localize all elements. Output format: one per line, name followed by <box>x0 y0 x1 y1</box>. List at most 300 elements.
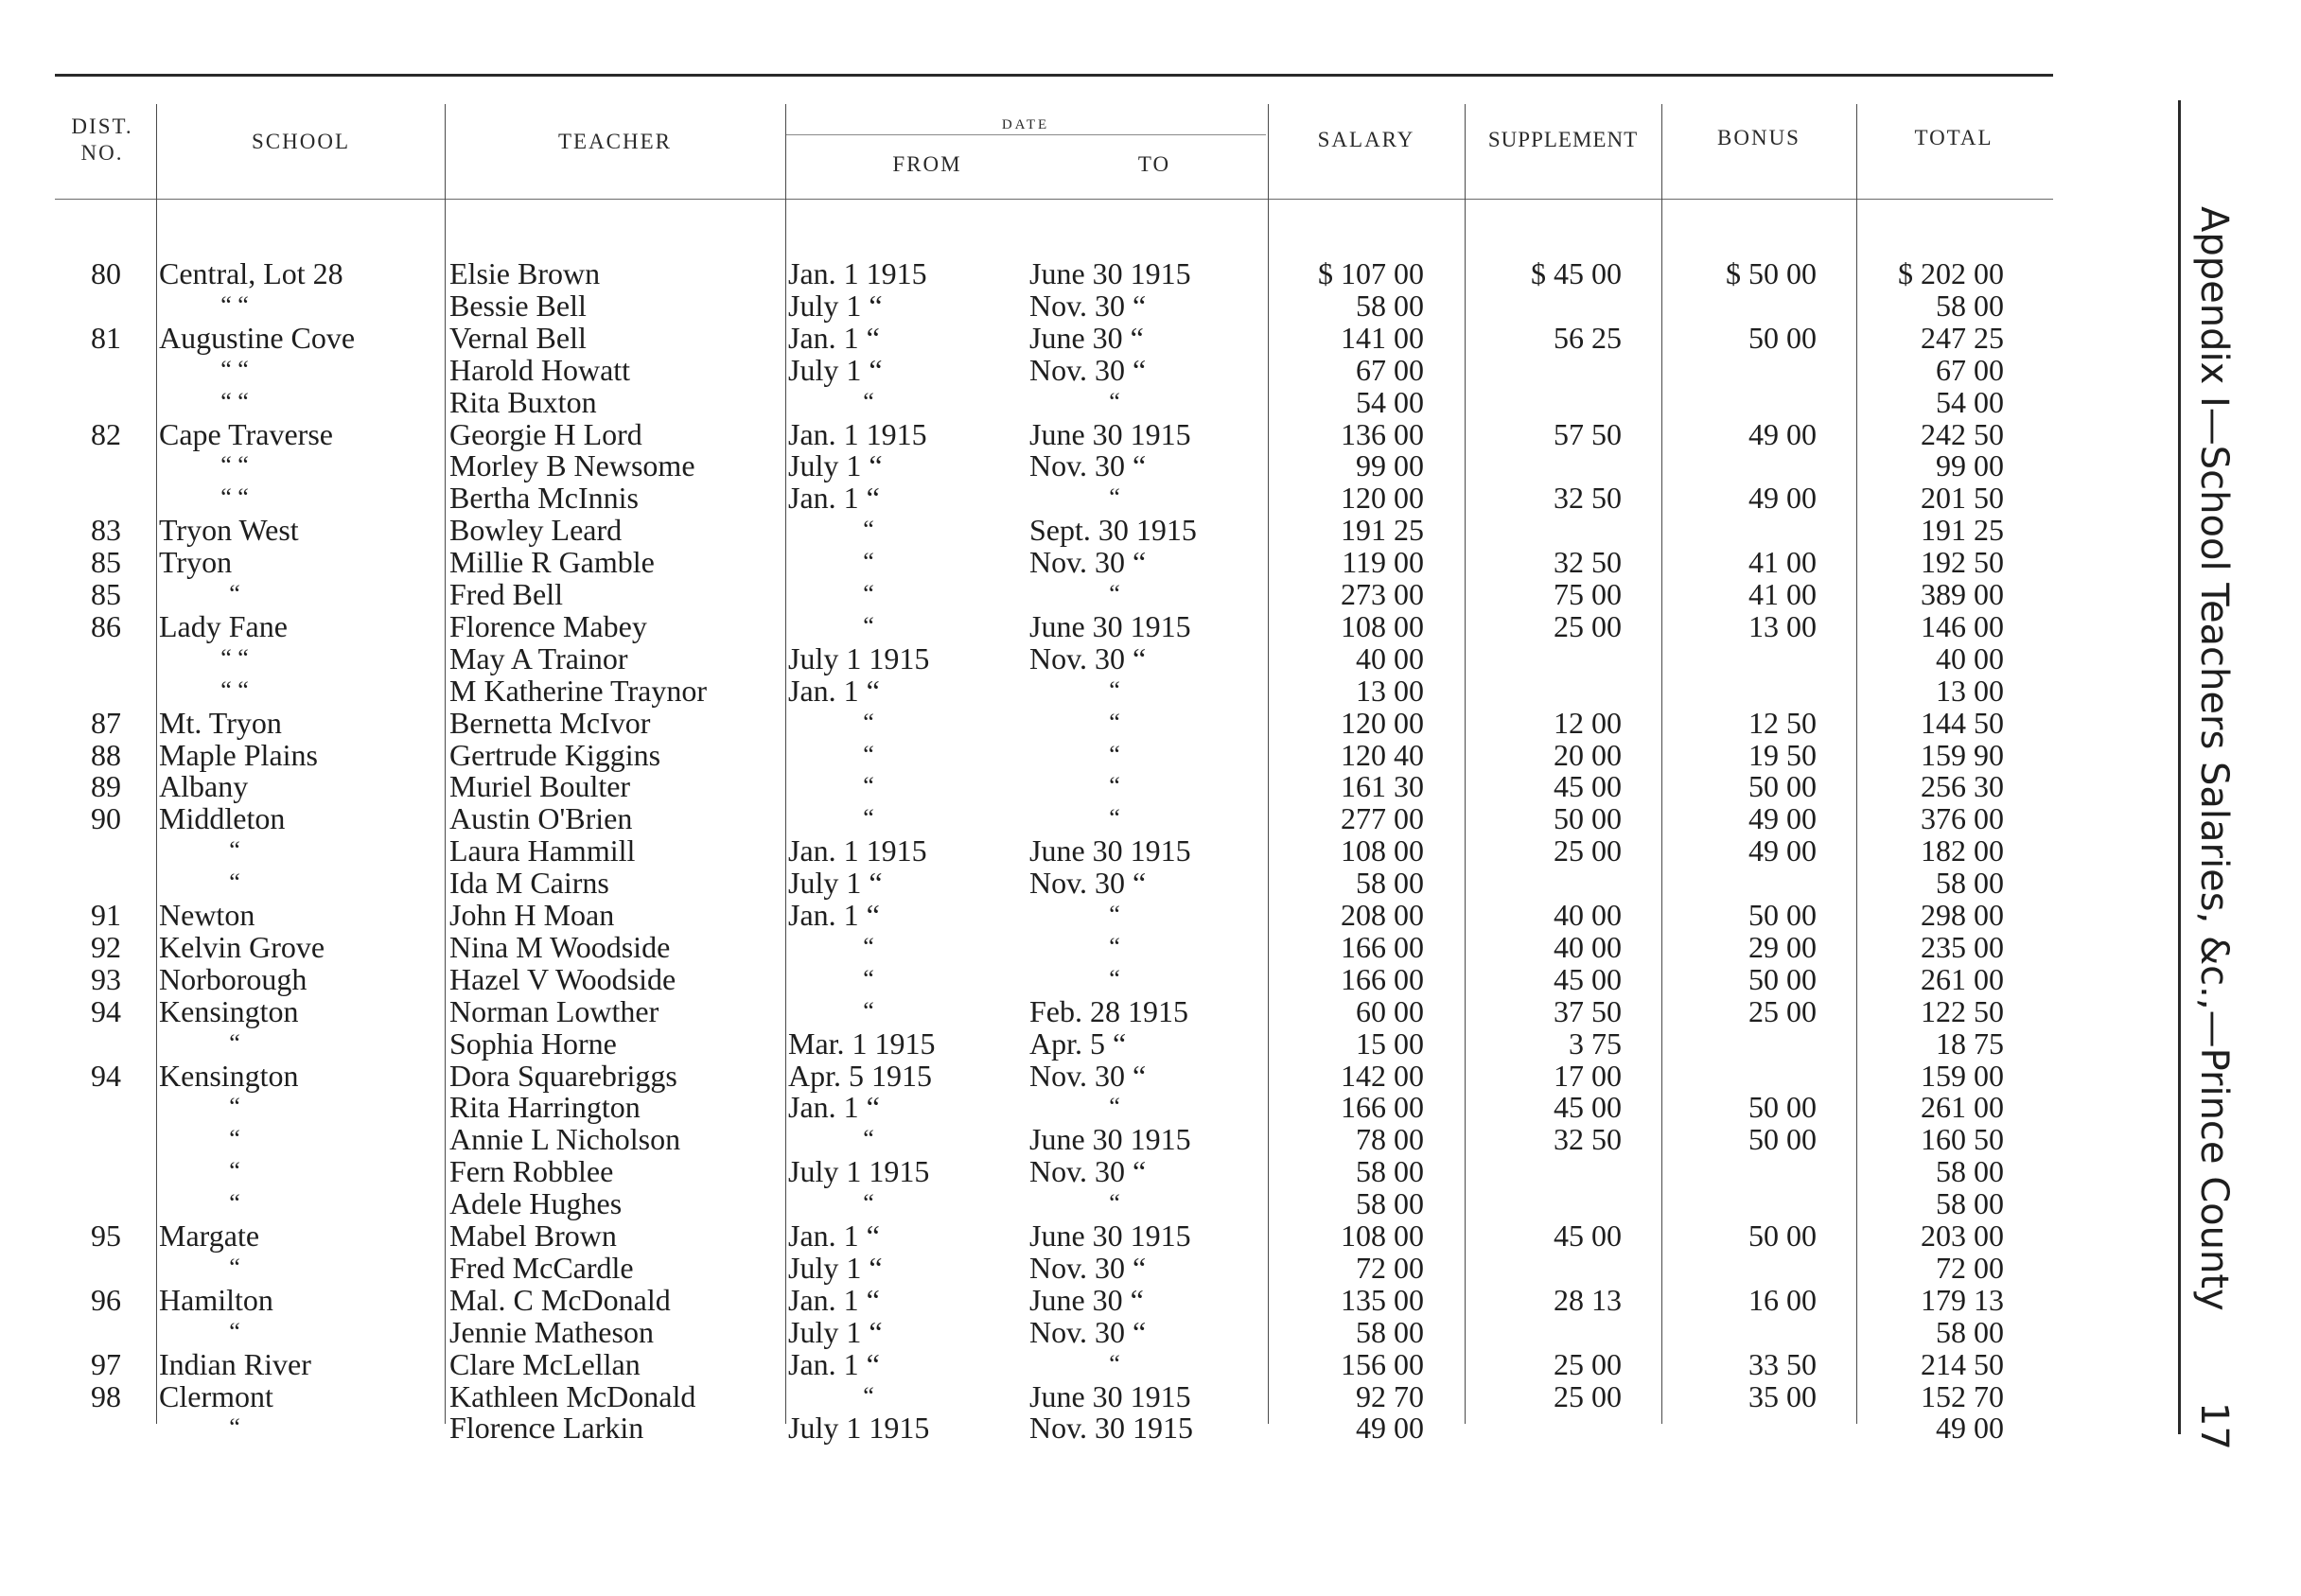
cell-salary: 13 00 <box>1356 673 1424 708</box>
header-total: TOTAL <box>1914 126 1994 149</box>
cell-total: 159 90 <box>1921 737 2004 772</box>
cell-from: “ <box>863 996 874 1025</box>
cell-supplement: 45 00 <box>1554 1219 1622 1253</box>
cell-total: 389 00 <box>1921 577 2004 611</box>
table-row <box>0 546 2301 578</box>
cell-salary: 15 00 <box>1356 1026 1424 1061</box>
cell-teacher: Kathleen McDonald <box>449 1378 696 1413</box>
cell-bonus: 13 00 <box>1748 608 1817 643</box>
cell-from: July 1 1915 <box>788 1154 930 1189</box>
cell-school: Newton <box>159 898 255 932</box>
table-row <box>0 418 2301 450</box>
cell-bonus: 50 00 <box>1748 961 1817 996</box>
cell-from: “ <box>863 772 874 800</box>
cell-bonus: $ 50 00 <box>1726 256 1817 290</box>
cell-teacher: May A Trainor <box>449 640 628 675</box>
cell-teacher: Clare McLellan <box>449 1346 641 1381</box>
cell-total: 67 00 <box>1936 352 2004 387</box>
cell-teacher: Laura Hammill <box>449 833 636 868</box>
cell-to: June 30 “ <box>1029 320 1144 355</box>
table-row <box>0 1284 2301 1316</box>
cell-to: Nov. 30 “ <box>1029 1314 1147 1349</box>
cell-dist: 80 <box>91 256 121 290</box>
cell-dist: 97 <box>91 1346 121 1381</box>
table-row <box>0 322 2301 354</box>
table-row <box>0 1316 2301 1348</box>
cell-supplement: 45 00 <box>1554 1090 1622 1125</box>
cell-salary: 58 00 <box>1356 288 1424 323</box>
cell-salary: 67 00 <box>1356 352 1424 387</box>
cell-bonus: 16 00 <box>1748 1282 1817 1317</box>
cell-total: 182 00 <box>1921 833 2004 868</box>
cell-to: “ <box>1109 1189 1120 1218</box>
cell-supplement: 75 00 <box>1554 577 1622 611</box>
cell-from: July 1 1915 <box>788 1411 930 1446</box>
table-row <box>0 386 2301 418</box>
cell-teacher: Austin O'Brien <box>449 801 633 836</box>
cell-from: “ <box>863 1381 874 1410</box>
cell-school: Kensington <box>159 993 299 1028</box>
cell-teacher: Fern Robblee <box>449 1154 614 1189</box>
cell-dist: 83 <box>91 513 121 548</box>
table-row <box>0 1155 2301 1187</box>
table-row <box>0 449 2301 482</box>
cell-school: Kelvin Grove <box>159 929 325 964</box>
cell-from: Jan. 1 “ <box>788 481 880 516</box>
cell-teacher: Muriel Boulter <box>449 769 631 804</box>
cell-to: Nov. 30 “ <box>1029 448 1147 483</box>
header-dist-line1: DIST. <box>71 114 133 138</box>
cell-to: Sept. 30 1915 <box>1029 513 1197 548</box>
cell-school: “ “ <box>220 387 249 415</box>
cell-salary: 72 00 <box>1356 1250 1424 1285</box>
cell-salary: 108 00 <box>1341 608 1424 643</box>
header-from: FROM <box>892 152 962 176</box>
cell-dist: 82 <box>91 416 121 451</box>
cell-dist: 87 <box>91 705 121 740</box>
cell-school: “ <box>229 1093 240 1121</box>
cell-dist: 94 <box>91 1058 121 1093</box>
cell-school: “ <box>229 580 240 607</box>
cell-salary: 58 00 <box>1356 1154 1424 1189</box>
cell-bonus: 49 00 <box>1748 801 1817 836</box>
cell-school: Clermont <box>159 1378 273 1413</box>
cell-from: Apr. 5 1915 <box>788 1058 932 1093</box>
cell-from: “ <box>863 740 874 768</box>
cell-dist: 81 <box>91 320 121 355</box>
table-row <box>0 482 2301 514</box>
cell-salary: 40 00 <box>1356 640 1424 675</box>
table-row <box>0 1348 2301 1380</box>
cell-to: “ <box>1109 772 1120 800</box>
cell-to: Nov. 30 “ <box>1029 545 1147 580</box>
cell-school: “ “ <box>220 355 249 383</box>
cell-salary: 78 00 <box>1356 1122 1424 1157</box>
cell-teacher: Nina M Woodside <box>449 929 671 964</box>
cell-from: “ <box>863 804 874 833</box>
cell-school: “ <box>229 1189 240 1218</box>
cell-total: 144 50 <box>1921 705 2004 740</box>
cell-dist: 92 <box>91 929 121 964</box>
cell-total: 191 25 <box>1921 513 2004 548</box>
cell-from: Jan. 1 “ <box>788 320 880 355</box>
cell-from: “ <box>863 932 874 960</box>
cell-salary: 58 00 <box>1356 1186 1424 1221</box>
cell-dist: 89 <box>91 769 121 804</box>
cell-school: Albany <box>159 769 249 804</box>
cell-school: Indian River <box>159 1346 311 1381</box>
cell-total: 54 00 <box>1936 384 2004 419</box>
cell-salary: 99 00 <box>1356 448 1424 483</box>
cell-salary: 49 00 <box>1356 1411 1424 1446</box>
cell-from: “ <box>863 1189 874 1218</box>
cell-salary: 161 30 <box>1341 769 1424 804</box>
cell-total: 298 00 <box>1921 898 2004 932</box>
cell-dist: 95 <box>91 1219 121 1253</box>
cell-total: 18 75 <box>1936 1026 2004 1061</box>
table-row <box>0 739 2301 771</box>
cell-bonus: 19 50 <box>1748 737 1817 772</box>
cell-school: “ “ <box>220 643 249 672</box>
cell-from: “ <box>863 964 874 992</box>
cell-total: 160 50 <box>1921 1122 2004 1157</box>
cell-from: Jan. 1 1915 <box>788 833 927 868</box>
cell-supplement: 25 00 <box>1554 608 1622 643</box>
cell-school: Kensington <box>159 1058 299 1093</box>
table-row <box>0 995 2301 1027</box>
cell-salary: 92 70 <box>1356 1378 1424 1413</box>
cell-supplement: 32 50 <box>1554 1122 1622 1157</box>
cell-teacher: Elsie Brown <box>449 256 601 290</box>
cell-to: June 30 “ <box>1029 1282 1144 1317</box>
cell-salary: 166 00 <box>1341 961 1424 996</box>
cell-bonus: 50 00 <box>1748 769 1817 804</box>
cell-salary: 142 00 <box>1341 1058 1424 1093</box>
table-row <box>0 802 2301 834</box>
cell-to: Nov. 30 “ <box>1029 866 1147 901</box>
cell-total: 49 00 <box>1936 1411 2004 1446</box>
cell-teacher: Bertha McInnis <box>449 481 639 516</box>
table-row <box>0 707 2301 739</box>
cell-from: July 1 “ <box>788 448 883 483</box>
header-teacher: TEACHER <box>557 130 673 153</box>
cell-total: 261 00 <box>1921 1090 2004 1125</box>
cell-salary: 120 40 <box>1341 737 1424 772</box>
cell-school: Middleton <box>159 801 286 836</box>
cell-to: Feb. 28 1915 <box>1029 993 1188 1028</box>
cell-school: Norborough <box>159 961 307 996</box>
cell-supplement: 40 00 <box>1554 929 1622 964</box>
cell-total: 159 00 <box>1921 1058 2004 1093</box>
cell-school: Hamilton <box>159 1282 273 1317</box>
cell-teacher: John H Moan <box>449 898 615 932</box>
cell-bonus: 50 00 <box>1748 1090 1817 1125</box>
cell-total: 122 50 <box>1921 993 2004 1028</box>
cell-supplement: 12 00 <box>1554 705 1622 740</box>
cell-supplement: 32 50 <box>1554 481 1622 516</box>
cell-total: 40 00 <box>1936 640 2004 675</box>
cell-salary: 108 00 <box>1341 833 1424 868</box>
cell-from: Jan. 1 “ <box>788 1090 880 1125</box>
header-salary: SALARY <box>1317 128 1415 151</box>
cell-total: 214 50 <box>1921 1346 2004 1381</box>
table-row <box>0 354 2301 386</box>
table-row <box>0 1412 2301 1444</box>
table-row <box>0 834 2301 867</box>
cell-salary: 156 00 <box>1341 1346 1424 1381</box>
cell-from: “ <box>863 1125 874 1153</box>
header-date: DATE <box>1001 117 1050 132</box>
table-row <box>0 289 2301 322</box>
table-row <box>0 931 2301 963</box>
cell-from: “ <box>863 611 874 640</box>
cell-total: 235 00 <box>1921 929 2004 964</box>
cell-teacher: Florence Mabey <box>449 608 647 643</box>
table-row <box>0 1091 2301 1123</box>
cell-salary: 120 00 <box>1341 705 1424 740</box>
cell-from: Jan. 1 1915 <box>788 416 927 451</box>
cell-school: Tryon <box>159 545 233 580</box>
cell-to: June 30 1915 <box>1029 1122 1191 1157</box>
table-row <box>0 514 2301 546</box>
cell-to: Nov. 30 1915 <box>1029 1411 1194 1446</box>
cell-total: 179 13 <box>1921 1282 2004 1317</box>
cell-teacher: Gertrude Kiggins <box>449 737 661 772</box>
cell-bonus: 49 00 <box>1748 481 1817 516</box>
cell-to: Nov. 30 “ <box>1029 1154 1147 1189</box>
cell-from: July 1 “ <box>788 1250 883 1285</box>
header-dist-line2: NO. <box>80 141 124 165</box>
cell-teacher: Norman Lowther <box>449 993 659 1028</box>
cell-from: July 1 “ <box>788 866 883 901</box>
cell-teacher: Morley B Newsome <box>449 448 695 483</box>
cell-supplement: 37 50 <box>1554 993 1622 1028</box>
table-row <box>0 610 2301 642</box>
cell-total: 261 00 <box>1921 961 2004 996</box>
cell-teacher: Rita Harrington <box>449 1090 641 1125</box>
table-row <box>0 899 2301 931</box>
cell-school: “ “ <box>220 451 249 480</box>
cell-school: “ <box>229 1317 240 1345</box>
cell-to: June 30 1915 <box>1029 833 1191 868</box>
cell-teacher: Florence Larkin <box>449 1411 644 1446</box>
cell-from: July 1 “ <box>788 288 883 323</box>
table-row <box>0 867 2301 899</box>
cell-teacher: Mal. C McDonald <box>449 1282 671 1317</box>
cell-bonus: 33 50 <box>1748 1346 1817 1381</box>
cell-from: July 1 “ <box>788 1314 883 1349</box>
cell-salary: 191 25 <box>1341 513 1424 548</box>
cell-total: 58 00 <box>1936 1186 2004 1221</box>
table-row <box>0 1380 2301 1412</box>
cell-salary: $ 107 00 <box>1318 256 1424 290</box>
cell-teacher: Georgie H Lord <box>449 416 642 451</box>
cell-to: Nov. 30 “ <box>1029 352 1147 387</box>
cell-bonus: 50 00 <box>1748 898 1817 932</box>
cell-dist: 98 <box>91 1378 121 1413</box>
cell-total: 192 50 <box>1921 545 2004 580</box>
cell-from: July 1 1915 <box>788 640 930 675</box>
cell-school: “ <box>229 1125 240 1153</box>
cell-to: “ <box>1109 580 1120 607</box>
cell-from: Jan. 1 “ <box>788 1282 880 1317</box>
cell-bonus: 29 00 <box>1748 929 1817 964</box>
cell-salary: 60 00 <box>1356 993 1424 1028</box>
cell-supplement: 32 50 <box>1554 545 1622 580</box>
cell-salary: 108 00 <box>1341 1219 1424 1253</box>
cell-school: “ <box>229 1253 240 1281</box>
cell-dist: 94 <box>91 993 121 1028</box>
cell-bonus: 41 00 <box>1748 545 1817 580</box>
cell-to: Nov. 30 “ <box>1029 288 1147 323</box>
cell-to: “ <box>1109 932 1120 960</box>
cell-bonus: 50 00 <box>1748 1219 1817 1253</box>
cell-dist: 85 <box>91 545 121 580</box>
cell-school: Tryon West <box>159 513 299 548</box>
cell-teacher: Sophia Horne <box>449 1026 617 1061</box>
cell-teacher: Rita Buxton <box>449 384 597 419</box>
cell-to: Apr. 5 “ <box>1029 1026 1127 1061</box>
cell-from: “ <box>863 708 874 736</box>
cell-supplement: 40 00 <box>1554 898 1622 932</box>
table-row <box>0 578 2301 610</box>
cell-total: 201 50 <box>1921 481 2004 516</box>
table-row <box>0 1219 2301 1252</box>
cell-school: “ “ <box>220 675 249 704</box>
header-school: SCHOOL <box>251 130 350 153</box>
cell-from: “ <box>863 516 874 544</box>
cell-school: “ <box>229 1028 240 1057</box>
cell-school: “ “ <box>220 483 249 512</box>
cell-supplement: 20 00 <box>1554 737 1622 772</box>
cell-salary: 58 00 <box>1356 1314 1424 1349</box>
cell-bonus: 25 00 <box>1748 993 1817 1028</box>
header-supplement: SUPPLEMENT <box>1487 128 1639 151</box>
cell-teacher: Vernal Bell <box>449 320 587 355</box>
cell-teacher: Millie R Gamble <box>449 545 655 580</box>
cell-bonus: 35 00 <box>1748 1378 1817 1413</box>
cell-to: “ <box>1109 708 1120 736</box>
cell-salary: 136 00 <box>1341 416 1424 451</box>
cell-total: 242 50 <box>1921 416 2004 451</box>
cell-dist: 93 <box>91 961 121 996</box>
cell-total: 146 00 <box>1921 608 2004 643</box>
cell-supplement: $ 45 00 <box>1531 256 1622 290</box>
cell-total: 376 00 <box>1921 801 2004 836</box>
cell-to: Nov. 30 “ <box>1029 1250 1147 1285</box>
cell-salary: 119 00 <box>1342 545 1424 580</box>
cell-from: “ <box>863 387 874 415</box>
cell-to: June 30 1915 <box>1029 608 1191 643</box>
cell-to: “ <box>1109 387 1120 415</box>
cell-from: “ <box>863 548 874 576</box>
cell-teacher: Fred McCardle <box>449 1250 634 1285</box>
cell-dist: 85 <box>91 577 121 611</box>
side-title: Appendix I—School Teachers Salaries, &c.,—Prince County <box>2192 206 2236 1311</box>
cell-school: Margate <box>159 1219 260 1253</box>
cell-teacher: Adele Hughes <box>449 1186 623 1221</box>
side-rule <box>2178 100 2181 1434</box>
cell-total: 58 00 <box>1936 1154 2004 1189</box>
cell-salary: 141 00 <box>1341 320 1424 355</box>
cell-salary: 120 00 <box>1341 481 1424 516</box>
cell-supplement: 25 00 <box>1554 1378 1622 1413</box>
table-row <box>0 257 2301 289</box>
cell-total: 58 00 <box>1936 1314 2004 1349</box>
cell-to: “ <box>1109 901 1120 928</box>
cell-teacher: Dora Squarebriggs <box>449 1058 677 1093</box>
cell-school: Mt. Tryon <box>159 705 282 740</box>
cell-teacher: Bernetta McIvor <box>449 705 651 740</box>
cell-supplement: 45 00 <box>1554 961 1622 996</box>
cell-supplement: 28 13 <box>1554 1282 1622 1317</box>
cell-to: “ <box>1109 483 1120 512</box>
cell-supplement: 25 00 <box>1554 1346 1622 1381</box>
table-row <box>0 1123 2301 1155</box>
cell-salary: 208 00 <box>1341 898 1424 932</box>
cell-total: 72 00 <box>1936 1250 2004 1285</box>
cell-supplement: 50 00 <box>1554 801 1622 836</box>
cell-school: Augustine Cove <box>159 320 356 355</box>
cell-teacher: Bessie Bell <box>449 288 587 323</box>
cell-from: Jan. 1 1915 <box>788 256 927 290</box>
cell-school: Maple Plains <box>159 737 318 772</box>
cell-to: June 30 1915 <box>1029 256 1191 290</box>
cell-from: Jan. 1 “ <box>788 1346 880 1381</box>
header-bonus: BONUS <box>1717 126 1800 149</box>
cell-dist: 88 <box>91 737 121 772</box>
cell-total: 99 00 <box>1936 448 2004 483</box>
cell-total: 58 00 <box>1936 866 2004 901</box>
cell-salary: 277 00 <box>1341 801 1424 836</box>
cell-to: Nov. 30 “ <box>1029 1058 1147 1093</box>
cell-teacher: Ida M Cairns <box>449 866 609 901</box>
cell-from: Jan. 1 “ <box>788 1219 880 1253</box>
cell-salary: 54 00 <box>1356 384 1424 419</box>
cell-from: Jan. 1 “ <box>788 673 880 708</box>
cell-supplement: 57 50 <box>1554 416 1622 451</box>
cell-bonus: 41 00 <box>1748 577 1817 611</box>
cell-total: 58 00 <box>1936 288 2004 323</box>
cell-to: “ <box>1109 1349 1120 1377</box>
cell-to: June 30 1915 <box>1029 1378 1191 1413</box>
cell-dist: 90 <box>91 801 121 836</box>
table-row <box>0 1060 2301 1092</box>
table-row <box>0 642 2301 675</box>
cell-total: 13 00 <box>1936 673 2004 708</box>
cell-to: “ <box>1109 675 1120 704</box>
cell-dist: 96 <box>91 1282 121 1317</box>
cell-teacher: Bowley Leard <box>449 513 623 548</box>
table-row <box>0 1187 2301 1219</box>
cell-from: “ <box>863 580 874 607</box>
cell-teacher: Hazel V Woodside <box>449 961 676 996</box>
cell-from: Jan. 1 “ <box>788 898 880 932</box>
cell-teacher: Annie L Nicholson <box>449 1122 681 1157</box>
cell-teacher: Jennie Matheson <box>449 1314 654 1349</box>
cell-bonus: 50 00 <box>1748 320 1817 355</box>
cell-school: “ <box>229 1413 240 1442</box>
cell-school: “ <box>229 836 240 865</box>
header-to: TO <box>1137 152 1171 176</box>
cell-school: “ “ <box>220 290 249 319</box>
cell-dist: 91 <box>91 898 121 932</box>
cell-teacher: Harold Howatt <box>449 352 631 387</box>
cell-school: Central, Lot 28 <box>159 256 343 290</box>
cell-teacher: Mabel Brown <box>449 1219 617 1253</box>
page-number: 17 <box>2192 1402 2236 1450</box>
cell-total: 247 25 <box>1921 320 2004 355</box>
